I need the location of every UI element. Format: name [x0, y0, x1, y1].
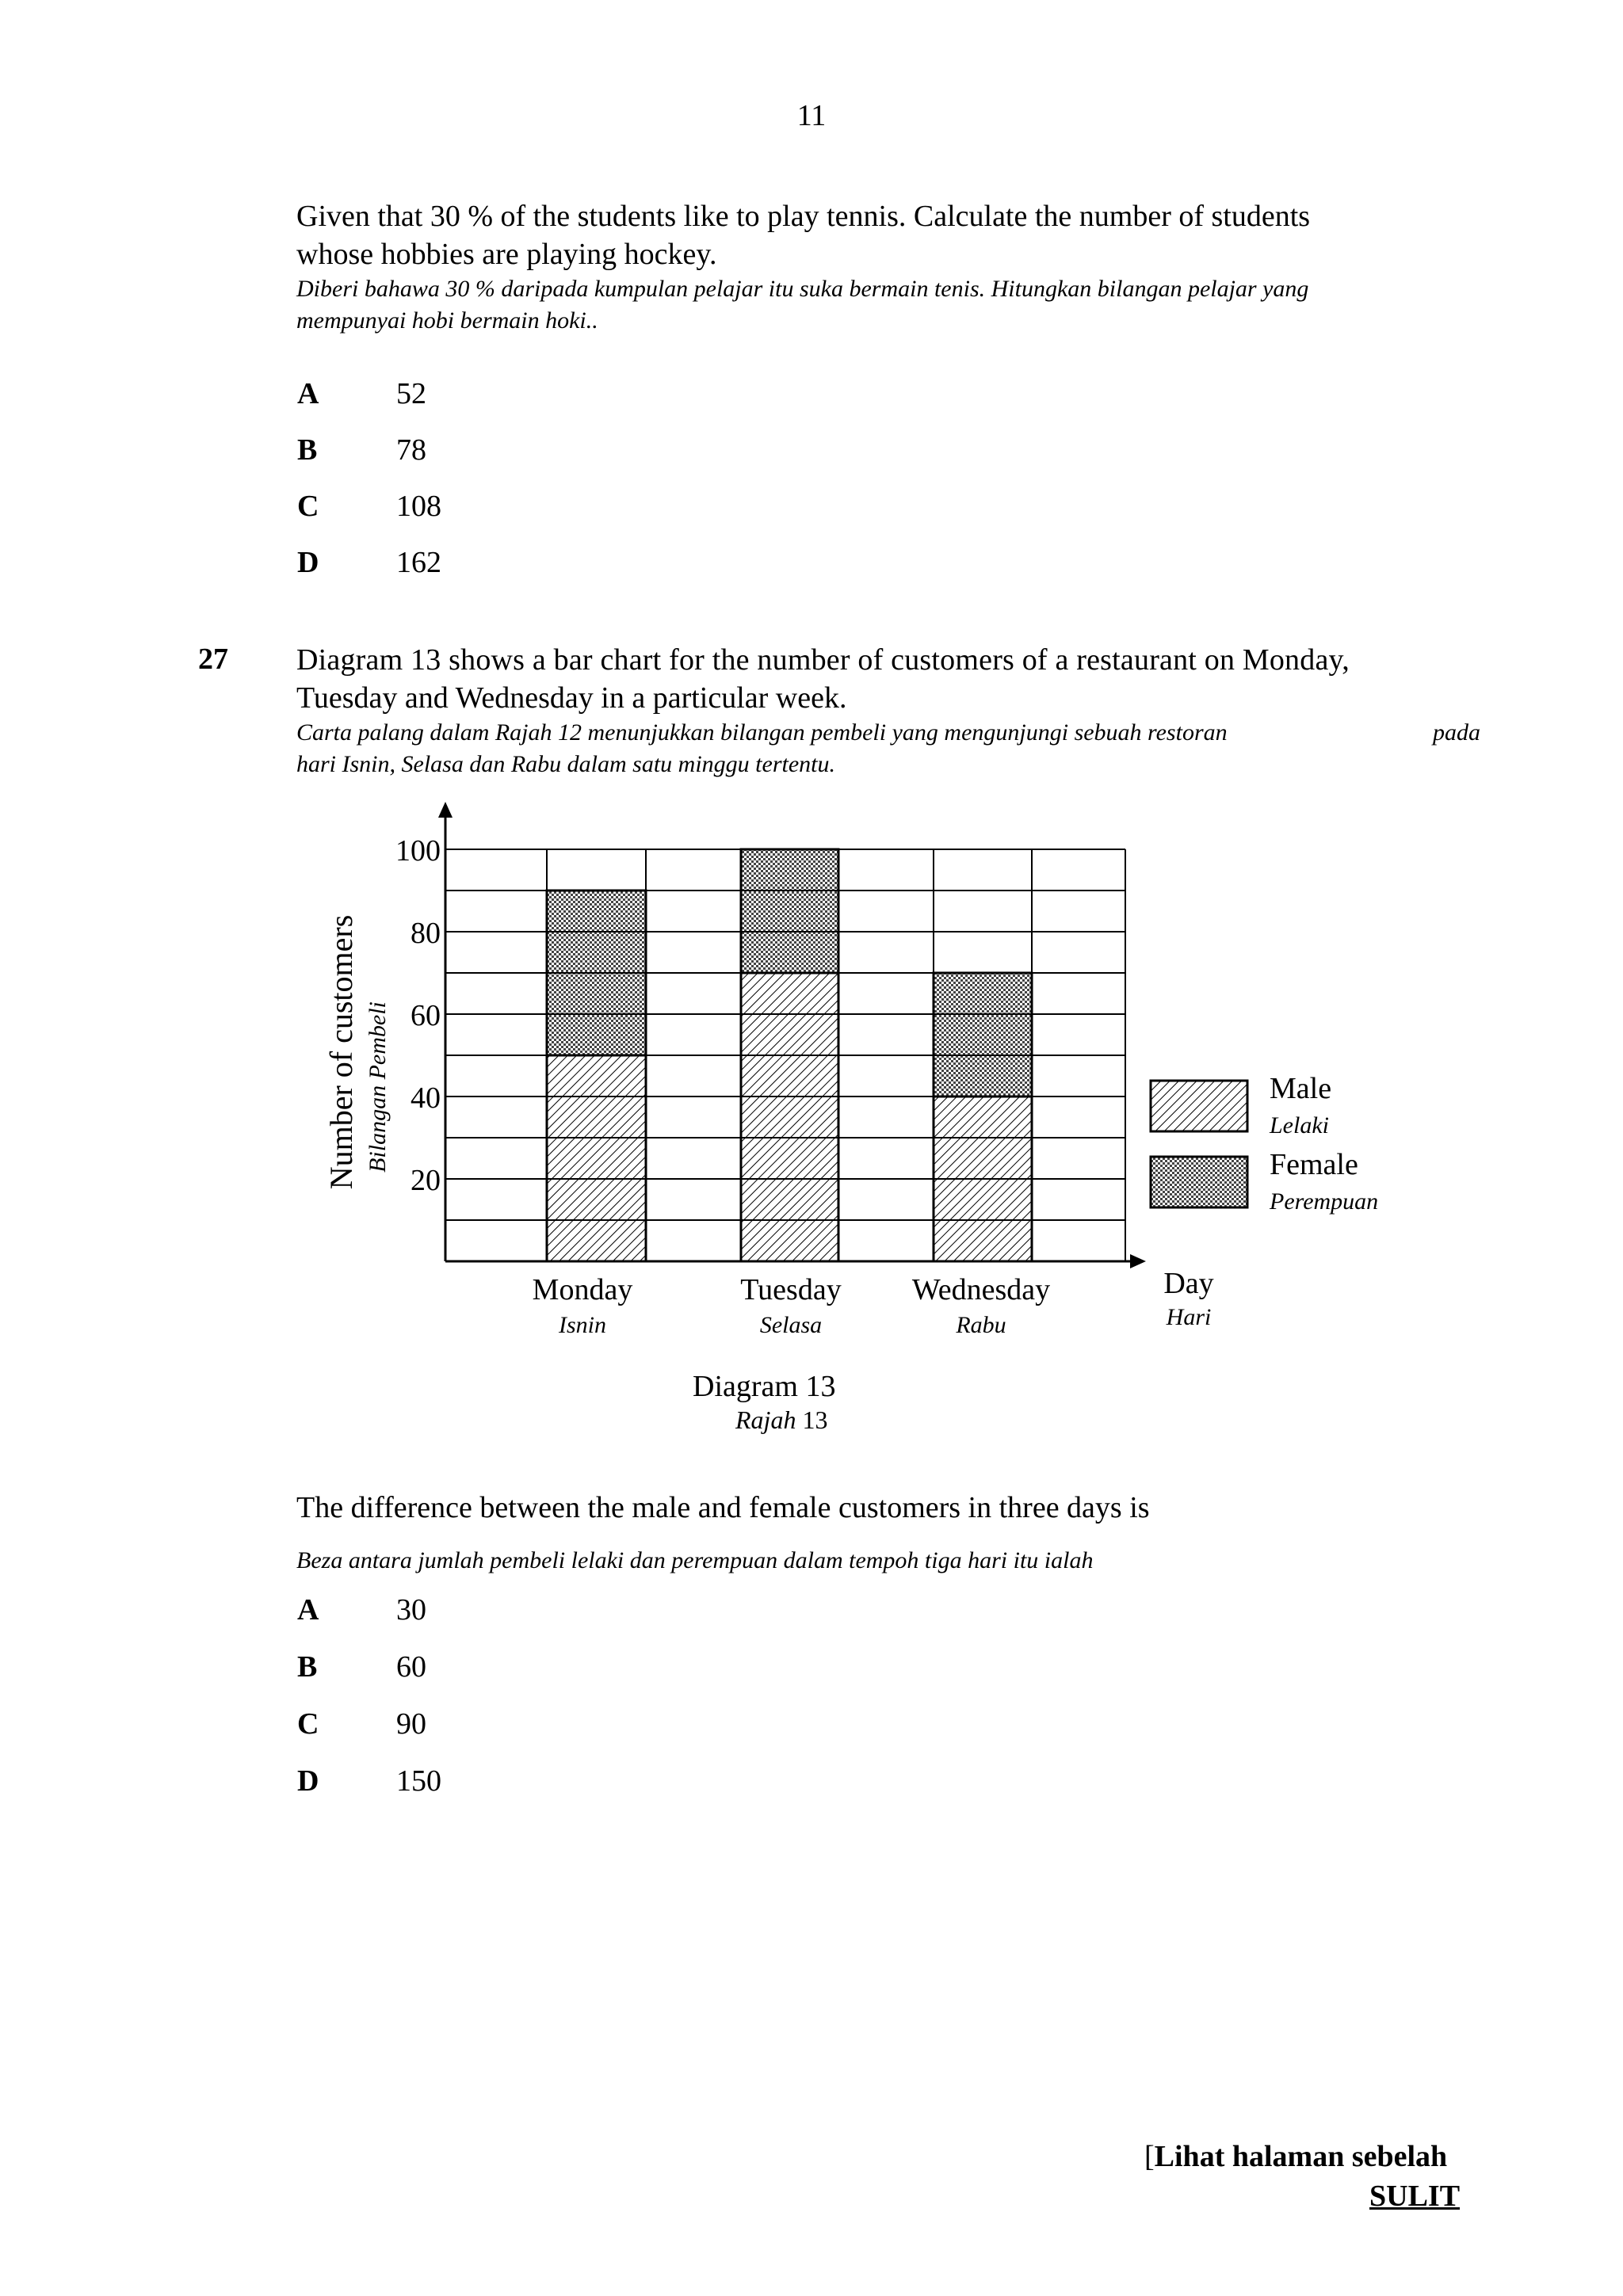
- x-axis-label-ms: Hari: [1166, 1304, 1212, 1330]
- bar-female-tuesday: [741, 849, 838, 973]
- page-number: 11: [796, 99, 827, 132]
- x-tick-label-monday: Monday: [532, 1273, 633, 1306]
- y-tick-label: 80: [411, 917, 441, 950]
- q26-stem-en-line-2: whose hobbies are playing hockey.: [296, 238, 717, 271]
- diagram-caption-ms-num: 13: [802, 1405, 828, 1434]
- diagram-caption-ms-word: Rajah: [735, 1405, 796, 1434]
- option-value: 60: [396, 1650, 426, 1684]
- diagram-caption-en: Diagram 13: [693, 1370, 836, 1403]
- option-letter: A: [297, 377, 319, 410]
- legend-label-male: Male: [1270, 1072, 1332, 1105]
- q26-stem-ms-line-1: Diberi bahawa 30 % daripada kumpulan pelajar itu suka bermain tenis. Hitungkan bilangan pelajar yang: [296, 276, 1309, 302]
- option-letter: D: [297, 546, 319, 579]
- footer-bracket: [: [1144, 2140, 1155, 2173]
- y-axis-label: Number of customers: [323, 914, 359, 1190]
- q27-stem-en-line-1-text: Diagram 13 shows a bar chart for the number of customers of a restaurant on Monday,: [296, 643, 1350, 677]
- q27-number: 27: [198, 643, 228, 676]
- q27-question-en: The difference between the male and female customers in three days is: [296, 1491, 1150, 1524]
- legend-label-ms: Lelaki: [1270, 1112, 1329, 1138]
- legend-swatch-female: [1151, 1157, 1247, 1207]
- option-value: 108: [396, 490, 441, 523]
- footer-sulit-mark: SULIT: [1369, 2180, 1461, 2213]
- bar-male-monday: [547, 1055, 646, 1261]
- q27-question-ms: Beza antara jumlah pembeli lelaki dan perempuan dalam tempoh tiga hari itu ialah: [296, 1547, 1094, 1573]
- q27-stem-ms-line-1-tail: pada: [1433, 719, 1480, 746]
- option-value: 30: [396, 1593, 426, 1627]
- option-value: 52: [396, 377, 426, 410]
- footer-nav-text: Lihat halaman sebelah: [1154, 2140, 1448, 2173]
- option-letter: C: [297, 490, 319, 523]
- footer-next-page: [1144, 2139, 1447, 2174]
- q27-stem-ms-line-1: Carta palang dalam Rajah 12 menunjukkan bilangan pembeli yang mengunjungi sebuah restoran: [296, 719, 1228, 746]
- diagram-caption-ms: [735, 1405, 827, 1435]
- x-tick-label-tuesday: Tuesday: [740, 1273, 842, 1306]
- option-letter: D: [297, 1764, 319, 1798]
- x-tick-label-ms: Selasa: [759, 1312, 823, 1338]
- x-tick-label-wednesday: Wednesday: [911, 1273, 1051, 1306]
- bar-female-wednesday: [934, 973, 1032, 1097]
- option-value: 150: [396, 1764, 441, 1798]
- legend-label-ms: Perempuan: [1270, 1188, 1379, 1215]
- x-axis-label: Day: [1163, 1267, 1214, 1300]
- option-letter: C: [297, 1707, 319, 1741]
- x-tick-label-ms: Isnin: [559, 1312, 606, 1338]
- q27-stem-ms-line-2: hari Isnin, Selasa dan Rabu dalam satu minggu tertentu.: [296, 751, 835, 777]
- option-value: 78: [396, 433, 426, 467]
- bar-male-tuesday: [741, 973, 838, 1261]
- y-tick-label: 20: [411, 1164, 441, 1197]
- q26-stem-ms-line-2: mempunyai hobi bermain hoki..: [296, 307, 598, 334]
- legend-label-female: Female: [1270, 1148, 1358, 1181]
- y-tick-label: 60: [411, 999, 441, 1032]
- option-value: 90: [396, 1707, 426, 1741]
- q26-stem-en-line-1: Given that 30 % of the students like to play tennis. Calculate the number of students: [296, 200, 1311, 233]
- x-axis-arrow-icon: [1130, 1254, 1146, 1268]
- y-tick-label: 40: [411, 1081, 441, 1115]
- y-axis-label-ms: Bilangan Pembeli: [365, 1001, 391, 1173]
- option-letter: B: [297, 1650, 318, 1684]
- y-tick-label: 100: [395, 834, 441, 868]
- option-letter: B: [297, 433, 318, 467]
- legend-swatch-male: [1151, 1081, 1247, 1131]
- q27-stem-en-line-2: Tuesday and Wednesday in a particular week.: [296, 681, 847, 715]
- option-value: 162: [396, 546, 441, 579]
- option-letter: A: [297, 1593, 319, 1627]
- x-tick-label-ms: Rabu: [956, 1312, 1006, 1338]
- y-axis-arrow-icon: [438, 802, 453, 818]
